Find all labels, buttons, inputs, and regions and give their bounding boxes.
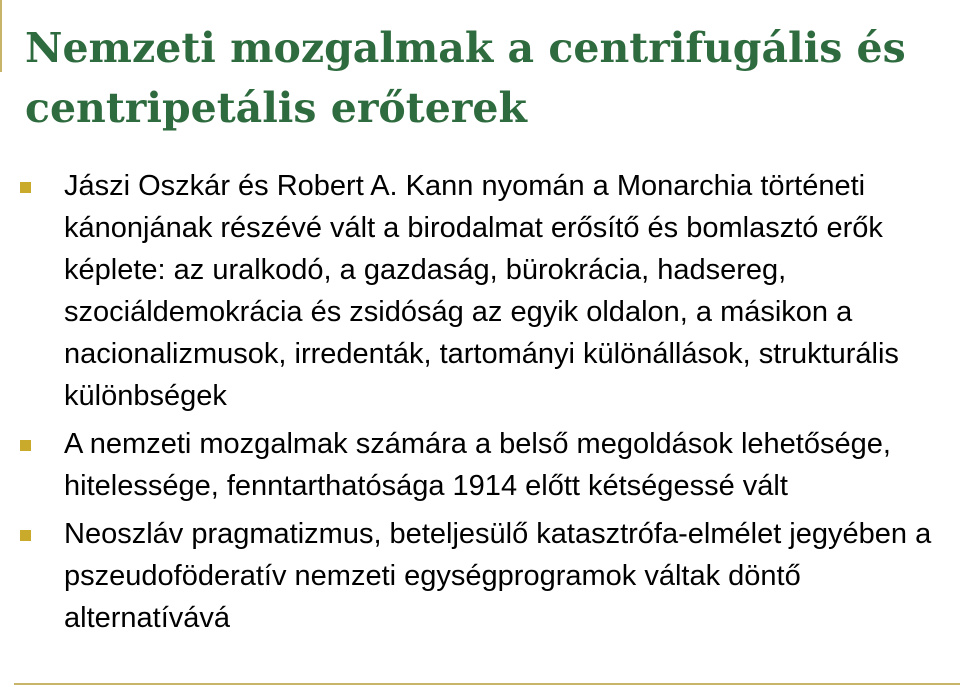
left-accent-rule — [0, 0, 2, 72]
bullet-text: Jászi Oszkár és Robert A. Kann nyomán a Monarchia történeti kánonjának részévé vált a birodalmat erősítő és bomlasztó erők képlete: az uralkodó, a gazdaság, bürokrácia, hadsereg, szociáldemokrácia és zsidóság az egyik oldalon, a másikon a nacionalizmusok, irredenták, tartományi különállások, strukturális különbségek — [64, 170, 899, 412]
bullet-text: A nemzeti mozgalmak számára a belső megoldások lehetősége, hitelessége, fenntarthatósága 1914 előtt kétségessé vált — [64, 428, 891, 502]
bullet-item — [20, 423, 945, 507]
bullet-item — [20, 513, 945, 639]
square-bullet-icon — [20, 530, 31, 541]
slide-title: Nemzeti mozgalmak a centrifugális és centripetális erőterek — [25, 24, 906, 132]
bullet-text: Neoszláv pragmatizmus, beteljesülő katasztrófa-elmélet jegyében a pszeudoföderatív nemzeti egységprogramok váltak döntő alternatívává — [64, 518, 932, 634]
bullet-item — [20, 165, 945, 417]
bottom-accent-rule — [14, 683, 960, 685]
square-bullet-icon — [20, 182, 31, 193]
bullet-list — [20, 165, 945, 645]
square-bullet-icon — [20, 440, 31, 451]
